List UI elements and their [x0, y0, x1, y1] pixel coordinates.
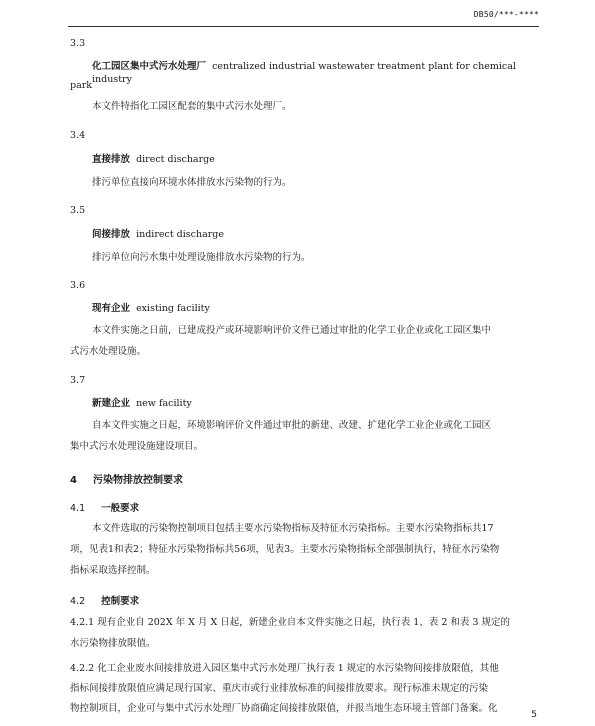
term-en: existing facility: [136, 303, 210, 314]
subsection-number: 4.2: [70, 596, 86, 607]
term-definition-line: 式污水处理设施。: [70, 346, 147, 357]
term-zh: 直接排放: [92, 154, 131, 165]
term-en: centralized industrial wastewater treatment plant for chemical industry: [92, 61, 516, 85]
paragraph-line: 4.2.1 现有企业自 202X 年 X 月 X 日起，新建企业自本文件实施之日起，执行表 1、表 2 和表 3 规定的: [70, 617, 510, 628]
term-zh: 化工园区集中式污水处理厂: [92, 61, 207, 72]
term-definition-line: 集中式污水处理设施建设项目。: [70, 441, 204, 452]
subsection-heading: [70, 593, 139, 607]
term-heading: [92, 397, 542, 410]
term-definition: 排污单位直接向环境水体排放水污染物的行为。: [92, 177, 292, 188]
clause-number: 3.3: [70, 38, 86, 49]
subsection-heading: [70, 500, 139, 514]
clause-number: 3.6: [70, 280, 86, 291]
page-number: 5: [531, 710, 537, 720]
paragraph-line: 指标采取选择控制。: [70, 565, 156, 576]
term-definition-line: 本文件实施之日前，已建成投产或环境影响评价文件已通过审批的化学工业企业或化工园区集中: [92, 325, 492, 336]
term-heading: [92, 153, 542, 166]
paragraph-line: 指标间接排放限值应满足现行国家、重庆市或行业排放标准的间接排放要求。现行标准未规定的污染: [70, 683, 489, 694]
paragraph-line: 4.2.2 化工企业废水间接排放进入园区集中式污水处理厂执行表 1 规定的水污染物间接排放限值，其他: [70, 663, 499, 674]
term-en: direct discharge: [136, 154, 215, 165]
term-en: new facility: [136, 398, 192, 409]
paragraph-line: 水污染物排放限值。: [70, 638, 156, 649]
term-heading: [92, 302, 542, 315]
term-zh: 现有企业: [92, 303, 131, 314]
term-definition: 排污单位向污水集中处理设施排放水污染物的行为。: [92, 252, 311, 263]
paragraph-line: 物控制项目，企业可与集中式污水处理厂协商确定间接排放限值，并报当地生态环境主管部门备案。化: [70, 703, 498, 714]
paragraph-line: 项，见表1和表2；特征水污染物指标共56项，见表3。主要水污染物指标全部强制执行，特征水污染物: [70, 544, 500, 555]
term-en-continuation: park: [70, 80, 93, 91]
term-definition-line: 自本文件实施之日起，环境影响评价文件通过审批的新建、改建、扩建化学工业企业或化工园区: [92, 420, 492, 431]
term-heading: [92, 228, 542, 241]
section-heading: [70, 471, 183, 486]
clause-number: 3.4: [70, 130, 86, 141]
term-definition: 本文件特指化工园区配套的集中式污水处理厂。: [92, 101, 292, 112]
clause-number: 3.7: [70, 375, 86, 386]
clause-number: 3.5: [70, 205, 86, 216]
standard-code: DB50/***-****: [473, 10, 539, 19]
subsection-title: 控制要求: [101, 596, 140, 607]
paragraph-line: 本文件选取的污染物控制项目包括主要水污染物指标及特征水污染指标。主要水污染物指标共17: [92, 523, 494, 534]
subsection-title: 一般要求: [101, 503, 140, 514]
term-zh: 新建企业: [92, 398, 131, 409]
section-title: 污染物排放控制要求: [92, 475, 183, 486]
term-en: indirect discharge: [136, 229, 225, 240]
section-number: 4: [70, 475, 77, 486]
term-heading: [92, 60, 542, 86]
header-rule: [68, 26, 539, 27]
subsection-number: 4.1: [70, 503, 86, 514]
term-zh: 间接排放: [92, 229, 131, 240]
